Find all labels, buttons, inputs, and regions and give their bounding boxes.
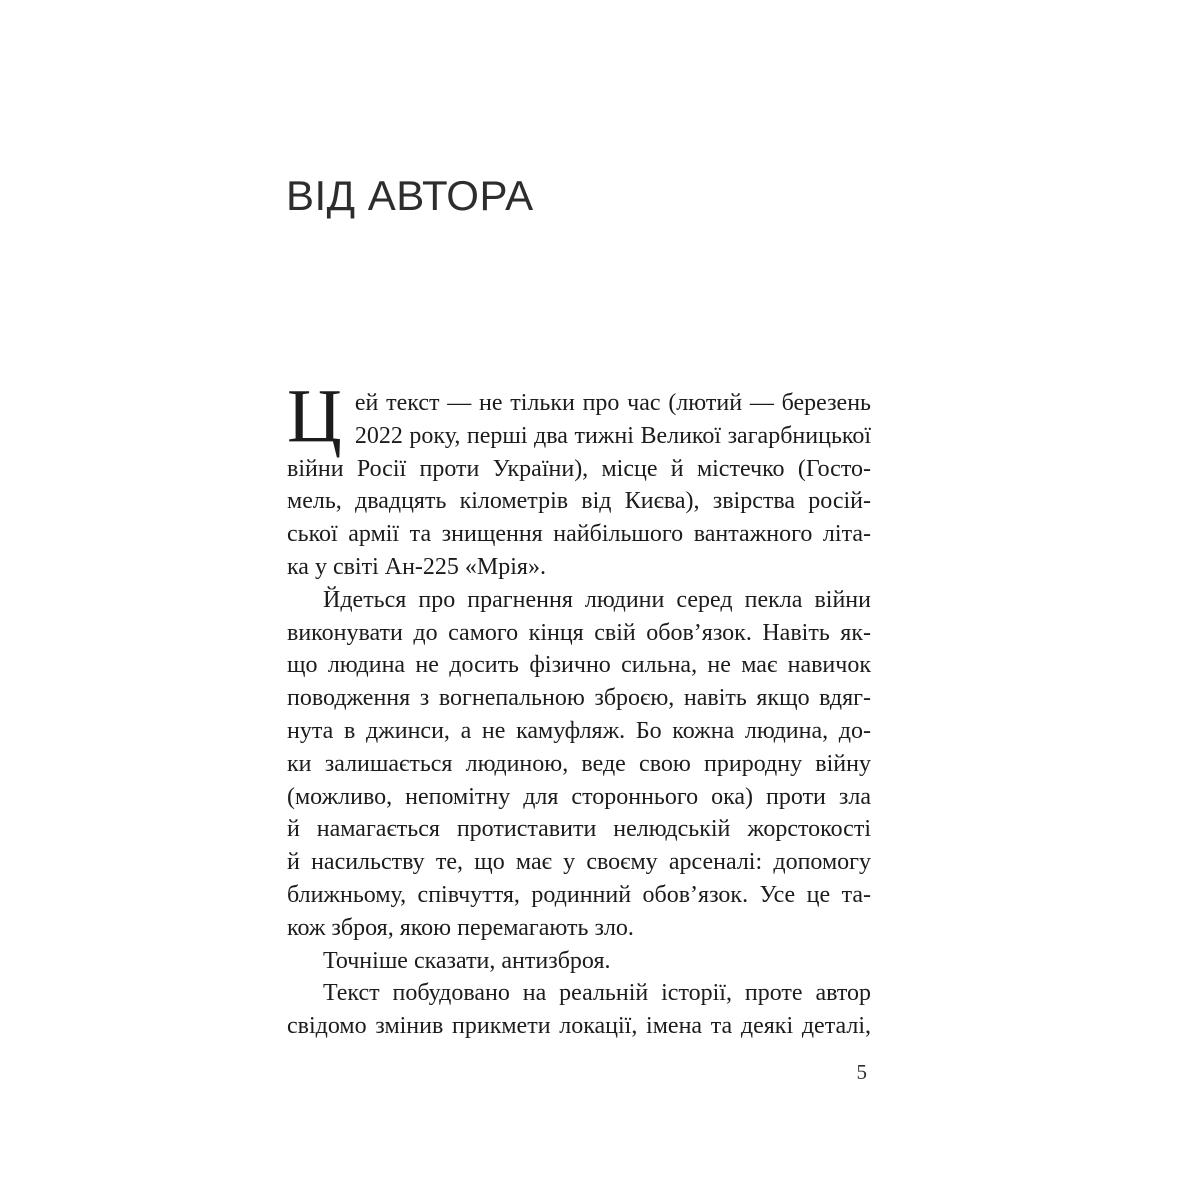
text-line: виконувати до самого кінця свій обов’язок. Навіть як- xyxy=(287,619,871,646)
text-line: Точніше сказати, антизброя. xyxy=(323,947,611,974)
text-line: ки залишається людиною, веде свою природну війну xyxy=(287,750,871,777)
text-line: й насильству те, що має у своєму арсеналі: допомогу xyxy=(287,849,871,876)
paragraph xyxy=(287,945,871,978)
text-line: ка у світі Ан-225 «Мрія». xyxy=(287,553,546,580)
text-line: війни Росії проти України), місце й містечко (Госто- xyxy=(287,455,871,482)
text-line: 2022 року, перші два тижні Великої загарбницької xyxy=(354,422,871,449)
text-line: нута в джинси, а не камуфляж. Бо кожна людина, до- xyxy=(287,717,871,744)
text-line: що людина не досить фізично сильна, не має навичок xyxy=(287,652,871,679)
text-line: мель, двадцять кілометрів від Києва), звірства росій- xyxy=(287,488,871,515)
text-line: свідомо змінив прикмети локації, імена та деякі деталі, xyxy=(287,1013,871,1040)
text-block xyxy=(287,374,871,1043)
text-line: (можливо, непомітну для стороннього ока) проти зла xyxy=(287,783,871,810)
page-number: 5 xyxy=(856,1060,867,1084)
text-line: ської армії та знищення найбільшого вантажного літа- xyxy=(287,521,871,548)
text-line: Текст побудовано на реальній історії, проте автор xyxy=(323,980,871,1007)
text-line: поводження з вогнепальною зброєю, навіть якщо вдяг- xyxy=(287,685,871,712)
text-line: кож зброя, якою перемагають зло. xyxy=(287,914,634,941)
text-line: Йдеться про прагнення людини серед пекла війни xyxy=(323,586,871,613)
paragraph xyxy=(287,374,871,584)
text-line: й намагається протиставити нелюдській жорстокості xyxy=(287,816,871,843)
text-line: ей текст — не тільки про час (лютий — березень xyxy=(354,390,871,416)
drop-cap-letter: Ц xyxy=(287,374,342,458)
page-title: ВІД АВТОРА xyxy=(286,172,534,219)
paragraph xyxy=(287,584,871,945)
paragraph xyxy=(287,977,871,1043)
text-line: ближньому, співчуття, родинний обов’язок. Усе це та- xyxy=(287,881,871,908)
